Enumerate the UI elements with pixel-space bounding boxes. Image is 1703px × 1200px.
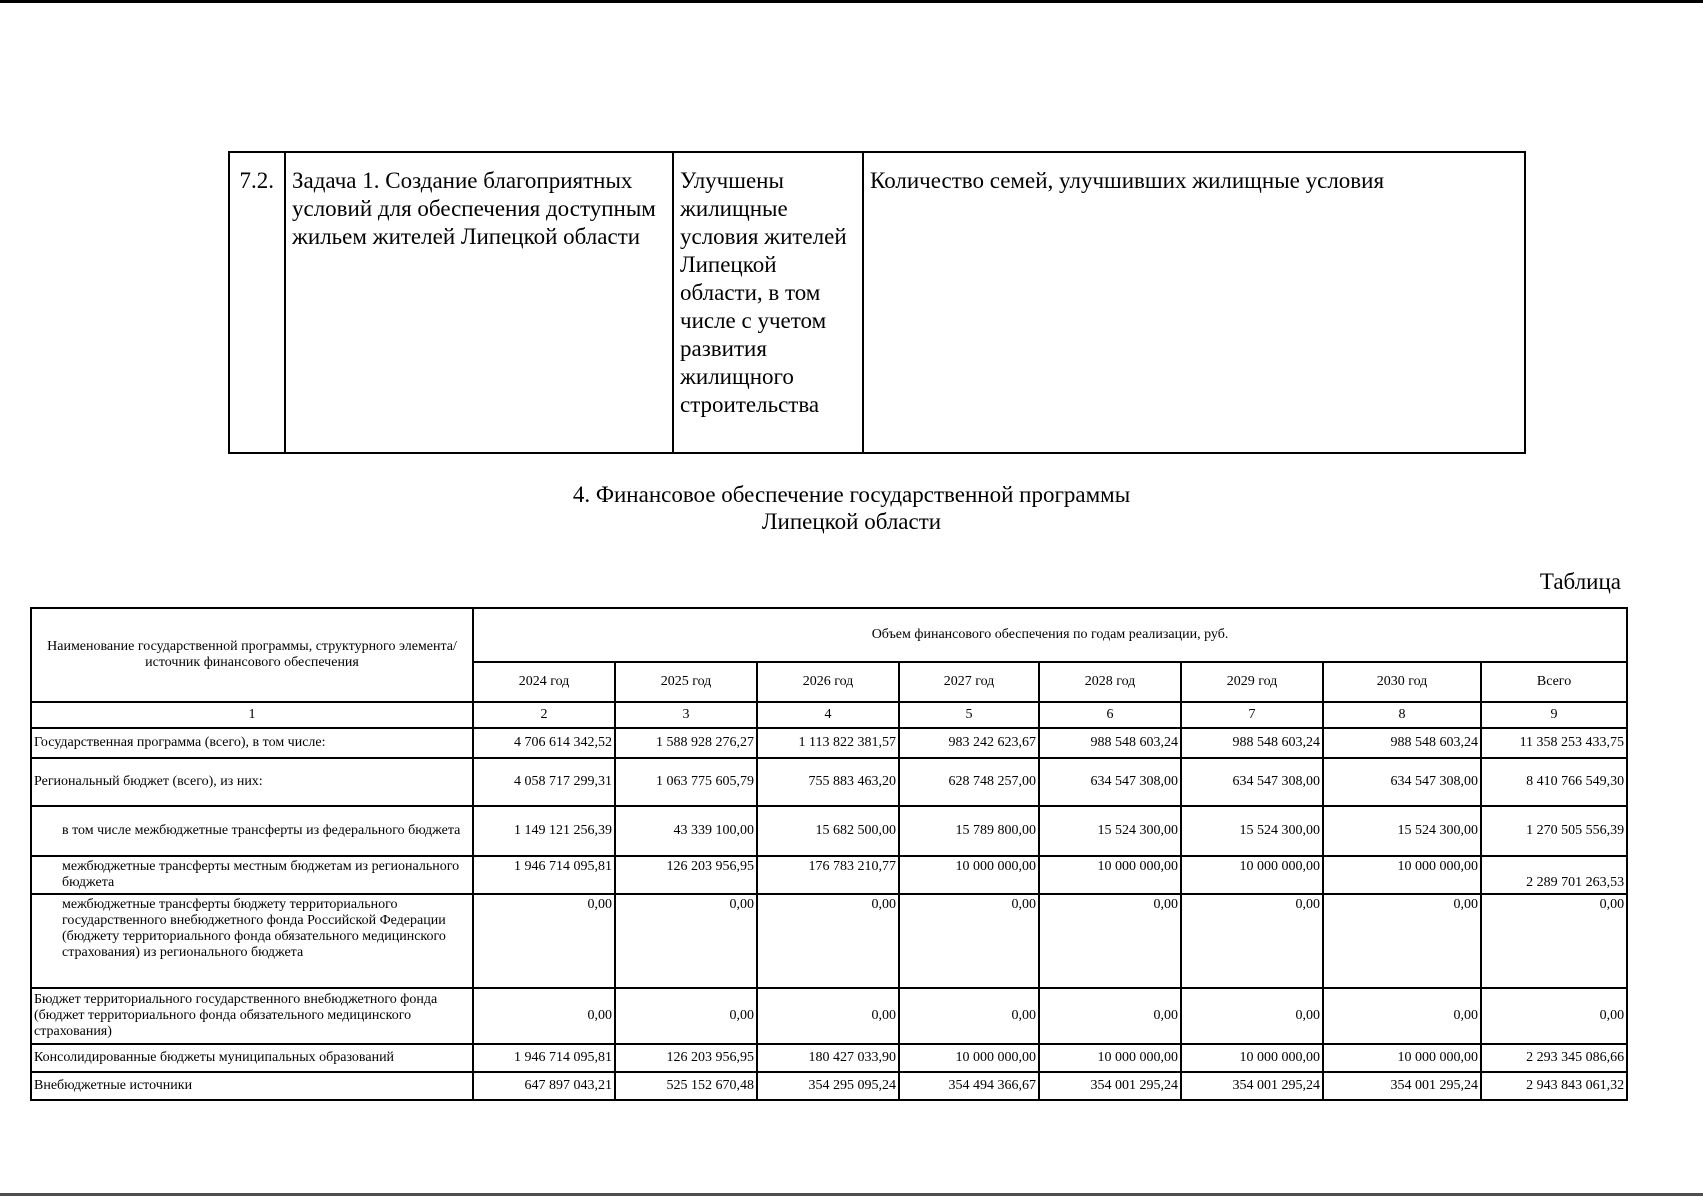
value-cell: 10 000 000,00 [1323, 856, 1481, 894]
value-cell: 180 427 033,90 [757, 1044, 899, 1072]
value-cell: 10 000 000,00 [1039, 1044, 1181, 1072]
total-cell: 0,00 [1481, 988, 1627, 1044]
value-cell: 0,00 [1323, 894, 1481, 988]
column-number: 2 [473, 702, 615, 728]
value-cell: 0,00 [615, 894, 757, 988]
task-result: Улучшены жилищные условия жителей Липецкой области, в том числе с учетом развития жилищного строительства [673, 152, 863, 453]
volume-header: Объем финансового обеспечения по годам реализации, руб. [473, 608, 1627, 662]
total-cell: 2 293 345 086,66 [1481, 1044, 1627, 1072]
table-row [31, 988, 1627, 1044]
value-cell: 525 152 670,48 [615, 1072, 757, 1100]
row-label: межбюджетные трансферты местным бюджетам из регионального бюджета [31, 856, 473, 894]
value-cell: 126 203 956,95 [615, 856, 757, 894]
total-cell: 11 358 253 433,75 [1481, 728, 1627, 758]
value-cell: 0,00 [473, 894, 615, 988]
row-label: Бюджет территориального государственного внебюджетного фонда (бюджет территориального фонда обязательного медицинского страхования) [31, 988, 473, 1044]
row-label: Государственная программа (всего), в том числе: [31, 728, 473, 758]
column-number: 4 [757, 702, 899, 728]
value-cell: 0,00 [1181, 894, 1323, 988]
table-row [31, 894, 1627, 988]
value-cell: 10 000 000,00 [1039, 856, 1181, 894]
task-name: Задача 1. Создание благоприятных условий для обеспечения доступным жильем жителей Липецкой области [285, 152, 673, 453]
task-table [228, 151, 1526, 454]
value-cell: 4 058 717 299,31 [473, 758, 615, 806]
value-cell: 1 588 928 276,27 [615, 728, 757, 758]
task-row [229, 152, 1525, 453]
table-row [31, 856, 1627, 894]
value-cell: 634 547 308,00 [1181, 758, 1323, 806]
value-cell: 10 000 000,00 [1181, 1044, 1323, 1072]
value-cell: 10 000 000,00 [1181, 856, 1323, 894]
total-cell: 2 289 701 263,53 [1481, 856, 1627, 894]
column-number: 9 [1481, 702, 1627, 728]
value-cell: 354 001 295,24 [1181, 1072, 1323, 1100]
value-cell: 0,00 [899, 894, 1039, 988]
year-header: 2027 год [899, 662, 1039, 702]
total-cell: 0,00 [1481, 894, 1627, 988]
section-title [0, 481, 1703, 535]
value-cell: 1 946 714 095,81 [473, 856, 615, 894]
table-label: Таблица [1539, 569, 1621, 594]
value-cell: 628 748 257,00 [899, 758, 1039, 806]
row-label: Внебюджетные источники [31, 1072, 473, 1100]
value-cell: 126 203 956,95 [615, 1044, 757, 1072]
value-cell: 1 149 121 256,39 [473, 806, 615, 856]
column-number: 7 [1181, 702, 1323, 728]
value-cell: 988 548 603,24 [1039, 728, 1181, 758]
value-cell: 0,00 [473, 988, 615, 1044]
value-cell: 983 242 623,67 [899, 728, 1039, 758]
value-cell: 0,00 [757, 988, 899, 1044]
scan-top-edge [0, 0, 1703, 3]
total-cell: 2 943 843 061,32 [1481, 1072, 1627, 1100]
value-cell: 647 897 043,21 [473, 1072, 615, 1100]
table-row [31, 806, 1627, 856]
value-cell: 15 524 300,00 [1181, 806, 1323, 856]
value-cell: 0,00 [1181, 988, 1323, 1044]
name-header: Наименование государственной программы, структурного элемента/источник финансового обеспечения [31, 608, 473, 702]
value-cell: 1 946 714 095,81 [473, 1044, 615, 1072]
total-cell: 1 270 505 556,39 [1481, 806, 1627, 856]
table-row [31, 1044, 1627, 1072]
value-cell: 354 001 295,24 [1323, 1072, 1481, 1100]
value-cell: 15 524 300,00 [1323, 806, 1481, 856]
header-row-1 [31, 608, 1627, 662]
section-title-line1: 4. Финансовое обеспечение государственной программы [572, 482, 1131, 507]
value-cell: 634 547 308,00 [1039, 758, 1181, 806]
year-header: 2025 год [615, 662, 757, 702]
row-label: Консолидированные бюджеты муниципальных образований [31, 1044, 473, 1072]
column-number-row [31, 702, 1627, 728]
value-cell: 15 789 800,00 [899, 806, 1039, 856]
value-cell: 0,00 [1323, 988, 1481, 1044]
year-header: 2029 год [1181, 662, 1323, 702]
value-cell: 15 524 300,00 [1039, 806, 1181, 856]
value-cell: 176 783 210,77 [757, 856, 899, 894]
value-cell: 0,00 [1039, 988, 1181, 1044]
row-label: Региональный бюджет (всего), из них: [31, 758, 473, 806]
value-cell: 354 295 095,24 [757, 1072, 899, 1100]
value-cell: 0,00 [899, 988, 1039, 1044]
year-header: 2028 год [1039, 662, 1181, 702]
value-cell: 0,00 [615, 988, 757, 1044]
value-cell: 1 113 822 381,57 [757, 728, 899, 758]
value-cell: 1 063 775 605,79 [615, 758, 757, 806]
finance-table [30, 607, 1628, 1101]
value-cell: 988 548 603,24 [1323, 728, 1481, 758]
row-label: в том числе межбюджетные трансферты из федерального бюджета [31, 806, 473, 856]
value-cell: 10 000 000,00 [1323, 1044, 1481, 1072]
year-header: 2024 год [473, 662, 615, 702]
value-cell: 354 494 366,67 [899, 1072, 1039, 1100]
value-cell: 0,00 [1039, 894, 1181, 988]
column-number: 1 [31, 702, 473, 728]
row-label: межбюджетные трансферты бюджету территориального государственного внебюджетного фонда Российской Федерации (бюджету территориального фонда обязательного медицинского страхования) из регионального бюджета [31, 894, 473, 988]
value-cell: 4 706 614 342,52 [473, 728, 615, 758]
year-header: 2030 год [1323, 662, 1481, 702]
value-cell: 10 000 000,00 [899, 856, 1039, 894]
value-cell: 43 339 100,00 [615, 806, 757, 856]
column-number: 5 [899, 702, 1039, 728]
task-indicator: Количество семей, улучшивших жилищные условия [863, 152, 1525, 453]
table-row [31, 1072, 1627, 1100]
column-number: 6 [1039, 702, 1181, 728]
table-row [31, 728, 1627, 758]
value-cell: 0,00 [757, 894, 899, 988]
total-cell: 8 410 766 549,30 [1481, 758, 1627, 806]
value-cell: 10 000 000,00 [899, 1044, 1039, 1072]
section-title-line2: Липецкой области [761, 509, 942, 534]
scan-bottom-edge [0, 1193, 1703, 1196]
value-cell: 755 883 463,20 [757, 758, 899, 806]
total-header: Всего [1481, 662, 1627, 702]
value-cell: 634 547 308,00 [1323, 758, 1481, 806]
year-header: 2026 год [757, 662, 899, 702]
column-number: 8 [1323, 702, 1481, 728]
value-cell: 15 682 500,00 [757, 806, 899, 856]
value-cell: 988 548 603,24 [1181, 728, 1323, 758]
column-number: 3 [615, 702, 757, 728]
value-cell: 354 001 295,24 [1039, 1072, 1181, 1100]
table-row [31, 758, 1627, 806]
task-number: 7.2. [229, 152, 285, 453]
